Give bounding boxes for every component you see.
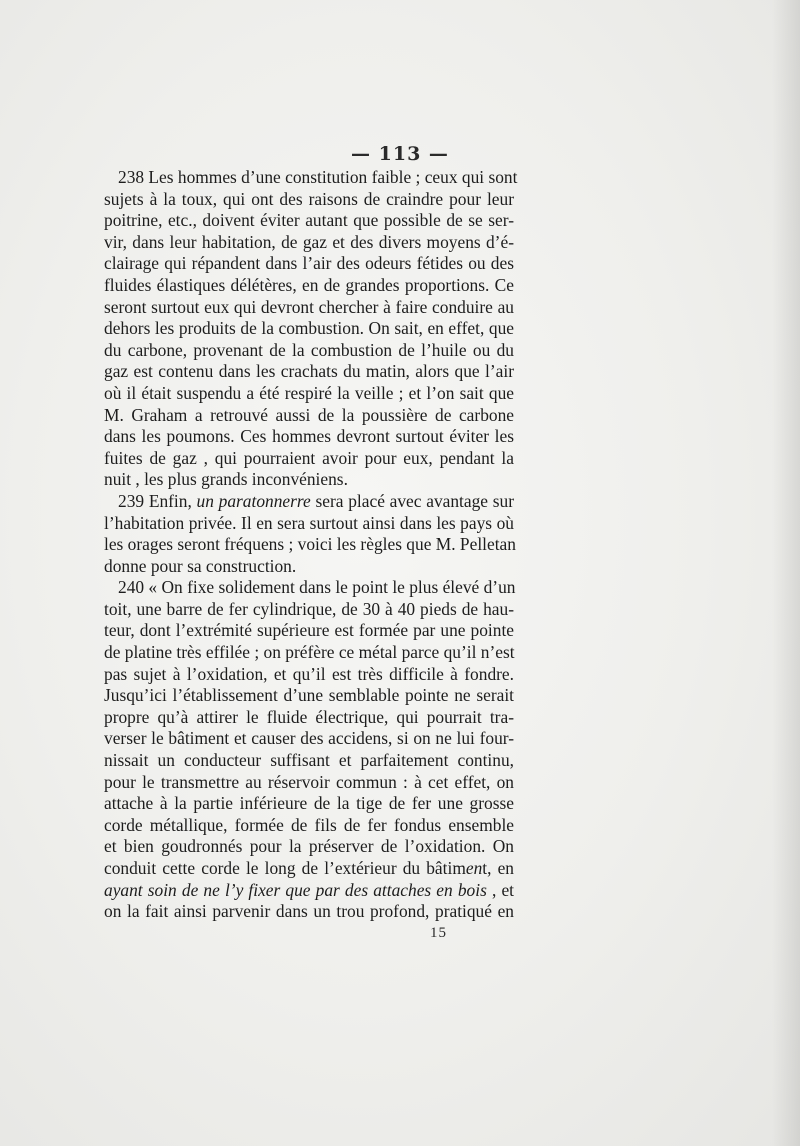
text-line: pour le transmettre au réservoir commun : à cet effet, on	[104, 771, 514, 792]
text-line: sujets à la toux, qui ont des raisons de craindre pour leur	[104, 188, 514, 209]
page-number-header: — 113 —	[351, 143, 449, 165]
text-line: fuites de gaz , qui pourraient avoir pour eux, pendant la	[104, 447, 514, 468]
text-line: poitrine, etc., doivent éviter autant que possible de se ser-	[104, 210, 514, 231]
text-line: gaz est contenu dans les crachats du matin, alors que l’air	[104, 361, 514, 382]
text-line-italic: ayant soin de ne l’y fixer que par des attaches en bois , et	[104, 879, 514, 900]
text-line: pas sujet à l’oxidation, et qu’il est très difficile à fondre.	[104, 663, 514, 684]
text-line: du carbone, provenant de la combustion de l’huile ou du	[104, 339, 514, 360]
italic-run: un paratonnerre	[196, 490, 311, 511]
signature-mark: 15	[430, 925, 447, 941]
text-line: Jusqu’ici l’établissement d’une semblable pointe ne serait	[104, 685, 514, 706]
text-line: et bien goudronnés pour la préserver de l’oxidation. On	[104, 836, 514, 857]
text-line: de platine très effilée ; on préfère ce métal parce qu’il n’est	[104, 642, 515, 663]
page-edge-shadow	[772, 0, 800, 1146]
italic-run: ayant soin de ne l’y fixer que par des attaches en bois	[104, 879, 487, 900]
text-line: on la fait ainsi parvenir dans un trou profond, pratiqué en	[104, 901, 514, 922]
text-line: attache à la partie inférieure de la tige de fer une grosse	[104, 793, 514, 814]
text-line: 238 Les hommes d’une constitution faible ; ceux qui sont	[118, 167, 518, 187]
body-text	[104, 167, 518, 923]
text-line: nissait un conducteur suffisant et parfaitement continu,	[104, 750, 514, 771]
text-line: nuit , les plus grands inconvéniens.	[104, 469, 348, 490]
text-line-italic-paratonnerre: 239 Enfin, un paratonnerre sera placé avec avantage sur	[118, 490, 514, 511]
text-line: M. Graham a retrouvé aussi de la poussière de carbone	[104, 404, 514, 425]
text-line-italic-start: conduit cette corde le long de l’extérieur du bâtiment, en	[104, 858, 514, 878]
text-line: propre qu’à attirer le fluide électrique, qui pourrait tra-	[104, 706, 514, 727]
text-line: où il était suspendu a été respiré la veille ; et l’on sait que	[104, 382, 514, 403]
text-line: toit, une barre de fer cylindrique, de 30 à 40 pieds de hau-	[104, 598, 514, 619]
text-line: les orages seront fréquens ; voici les règles que M. Pelletan	[104, 534, 516, 555]
text-line: dehors les produits de la combustion. On sait, en effet, que	[104, 318, 514, 339]
text-line: 240 « On fixe solidement dans le point le plus élevé d’un	[118, 577, 516, 598]
text-line: teur, dont l’extrémité supérieure est formée par une pointe	[104, 620, 514, 641]
text-line: donne pour sa construction.	[104, 555, 297, 576]
text-line: verser le bâtiment et causer des accidens, si on ne lui four-	[104, 728, 514, 749]
text-line: clairage qui répandent dans l’air des odeurs fétides ou des	[104, 253, 514, 274]
text-line: vir, dans leur habitation, de gaz et des divers moyens d’é-	[104, 231, 514, 252]
text-line: seront surtout eux qui devront chercher à faire conduire au	[104, 296, 514, 317]
text-line: dans les poumons. Ces hommes devront surtout éviter les	[104, 426, 514, 447]
text-line: l’habitation privée. Il en sera surtout ainsi dans les pays où	[104, 512, 514, 533]
text-line: fluides élastiques délétères, en de grandes proportions. Ce	[104, 274, 514, 295]
text-line: corde métallique, formée de fils de fer fondus ensemble	[104, 814, 514, 835]
italic-run: en	[465, 858, 483, 878]
